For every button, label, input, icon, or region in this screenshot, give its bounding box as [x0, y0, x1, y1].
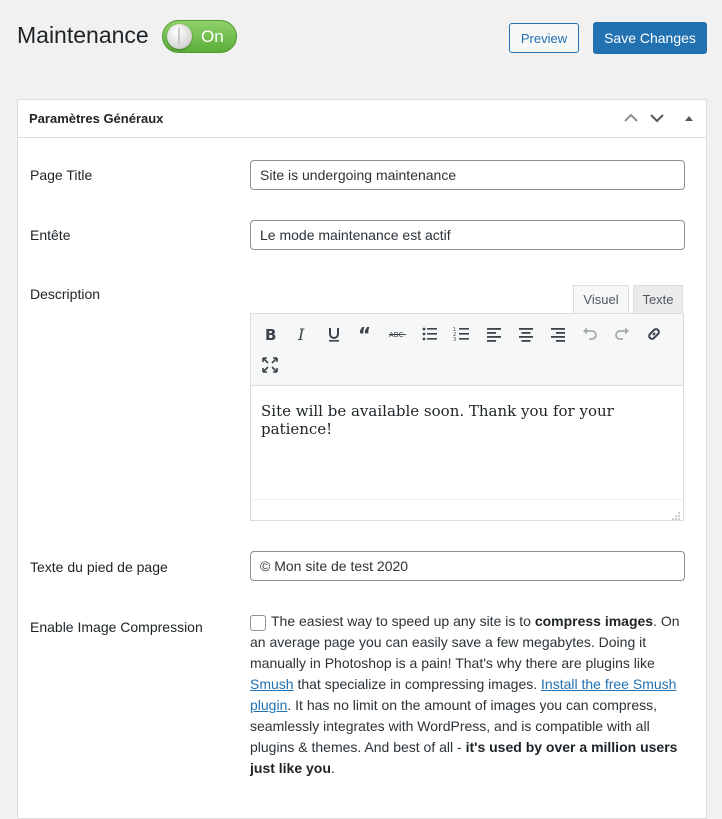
svg-text:“: “ [358, 325, 372, 343]
toggle-knob [167, 24, 192, 49]
svg-text:I: I [298, 325, 305, 343]
numbered-list-icon[interactable] [449, 321, 475, 347]
collapse-triangle-icon[interactable] [679, 108, 699, 128]
compression-text-2: . On an average page you can easily save a few megabytes. Doing it manually in Photoshop is a pain! That's why there are plugins like [250, 613, 680, 671]
bold-icon[interactable] [257, 321, 283, 347]
svg-text:1: 1 [453, 327, 457, 333]
resize-handle-icon[interactable] [671, 508, 681, 518]
compression-label: Enable Image Compression [30, 619, 203, 635]
tab-texte[interactable]: Texte [633, 285, 683, 313]
compression-text-4: . It has no limit on the amount of images you can compress, seamlessly integrates with WordPress, and is compatible with all plugins & themes. And best of all - [250, 697, 658, 755]
italic-icon[interactable] [289, 321, 315, 347]
editor-statusbar [251, 499, 683, 520]
svg-text:B: B [265, 326, 277, 343]
chevron-up-icon[interactable] [621, 108, 641, 128]
align-right-icon[interactable] [545, 321, 571, 347]
page-title-input[interactable]: Site is undergoing maintenance [250, 160, 685, 190]
description-content[interactable]: Site will be available soon. Thank you for your patience! [261, 402, 614, 438]
panel-title: Paramètres Généraux [29, 111, 164, 126]
description-editor[interactable] [250, 313, 684, 521]
align-center-icon[interactable] [513, 321, 539, 347]
footer-text-label: Texte du pied de page [30, 559, 168, 575]
compression-text-5: . [330, 760, 335, 776]
description-label: Description [30, 286, 101, 302]
compression-text-1: The easiest way to speed up any site is to [271, 613, 535, 629]
install-smush-link[interactable]: Install the free Smush plugin [250, 676, 677, 713]
page-title-label: Page Title [30, 167, 93, 183]
fullscreen-icon[interactable] [257, 352, 283, 378]
undo-icon[interactable] [577, 321, 603, 347]
toggle-label: On [201, 27, 224, 46]
tab-visuel[interactable]: Visuel [573, 285, 629, 313]
svg-text:3: 3 [453, 337, 457, 343]
compression-description [250, 611, 690, 779]
smush-link[interactable]: Smush [250, 676, 294, 692]
redo-icon[interactable] [609, 321, 635, 347]
compression-bold-1: compress images [534, 613, 654, 629]
entete-label: Entête [30, 227, 71, 243]
entete-input[interactable]: Le mode maintenance est actif [250, 220, 685, 250]
underline-icon[interactable] [321, 321, 347, 347]
align-left-icon[interactable] [481, 321, 507, 347]
blockquote-icon[interactable] [353, 321, 379, 347]
svg-text:2: 2 [453, 332, 457, 338]
editor-toolbar [251, 314, 683, 386]
compression-text-3: that specialize in compressing images. [293, 676, 542, 692]
link-icon[interactable] [641, 321, 667, 347]
panel-header[interactable] [18, 100, 706, 138]
general-settings-panel [17, 99, 707, 819]
save-changes-button[interactable]: Save Changes [593, 22, 707, 54]
bullet-list-icon[interactable] [417, 321, 443, 347]
chevron-down-icon[interactable] [647, 108, 667, 128]
maintenance-toggle[interactable] [162, 20, 237, 53]
footer-text-input[interactable]: © Mon site de test 2020 [250, 551, 685, 581]
header [0, 0, 722, 80]
preview-button[interactable]: Preview [509, 23, 579, 53]
page-title: Maintenance [17, 22, 149, 48]
strikethrough-icon[interactable] [385, 321, 411, 347]
compression-bold-2: it's used by over a million users just like you [250, 739, 678, 776]
